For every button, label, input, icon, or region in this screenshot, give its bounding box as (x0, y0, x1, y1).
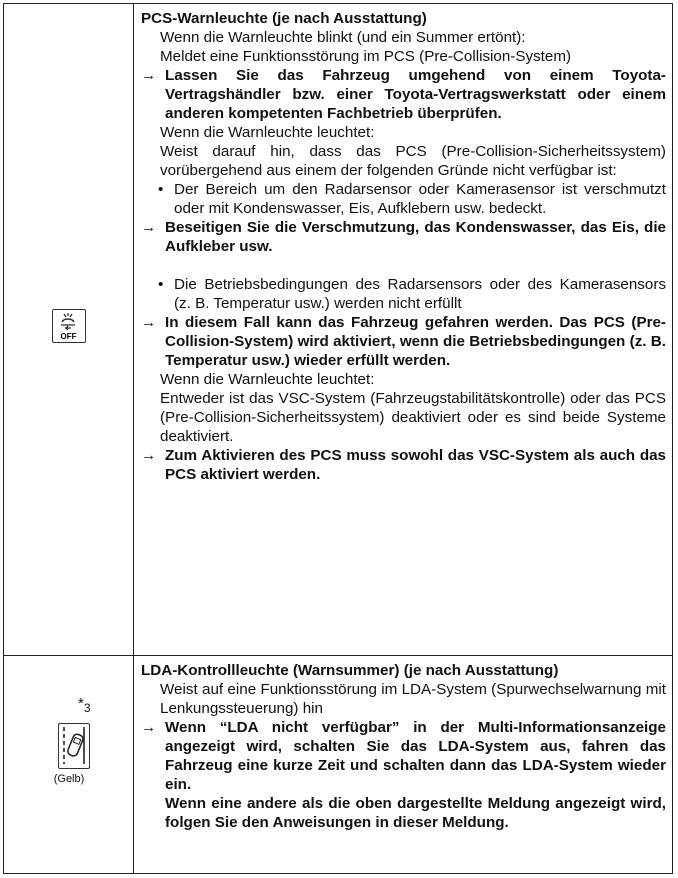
pcs-action-4 (141, 446, 666, 484)
text-cell-lda (135, 656, 672, 873)
lda-heading: LDA-Kontrollleuchte (Warnsummer) (je nach Ausstattung) (141, 662, 559, 679)
icon-cell-pcs (4, 4, 134, 655)
lda-lane-departure-icon (58, 723, 90, 769)
pcs-blink-desc: Meldet eine Funktionsstörung im PCS (Pre-Collision-System) (160, 48, 572, 65)
pcs-lit2-desc: Entweder ist das VSC-System (Fahrzeugstabilitätskontrolle) oder das PCS (Pre-Collision-Sicherheitssystem) deaktiviert oder es sind beide Systeme deaktiviert. (160, 390, 666, 445)
pcs-action-1 (141, 66, 666, 123)
pcs-bullet-1-text: Der Bereich um den Radarsensor oder Kamerasensor ist verschmutzt oder mit Kondenswasser, Eis, Aufklebern usw. bedeckt. (174, 181, 666, 217)
footnote-mark (78, 695, 91, 715)
pcs-lit-intro: Wenn die Warnleuchte leuchtet: (160, 124, 375, 141)
pcs-action-4-text: Zum Aktivieren des PCS muss sowohl das VSC-System als auch das PCS aktiviert werden. (165, 447, 666, 483)
table-row-lda (4, 656, 672, 873)
pcs-action-2-text: Beseitigen Sie die Verschmutzung, das Kondenswasser, das Eis, die Aufkleber usw. (165, 219, 666, 255)
warning-light-table (3, 3, 673, 874)
text-cell-pcs (135, 4, 672, 655)
arrow-icon: → (141, 219, 157, 236)
pcs-bullet-1 (141, 180, 666, 218)
pcs-action-1-text: Lassen Sie das Fahrzeug umgehend von einem Toyota-Vertragshändler bzw. einer Toyota-Vertragswerkstatt oder einem anderen kompetenten Fachbetrieb überprüfen. (165, 67, 666, 122)
lda-action-2: Wenn eine andere als die oben dargestellte Meldung angezeigt wird, folgen Sie den Anweisungen in dieser Meldung. (165, 795, 666, 831)
arrow-icon: → (141, 719, 157, 736)
pcs-lit-desc: Weist darauf hin, dass das PCS (Pre-Collision-Sicherheitssystem) vorübergehend aus einem der folgenden Gründe nicht verfügbar ist: (160, 143, 666, 179)
pcs-off-warning-icon (52, 309, 86, 343)
pcs-bullet-2-text: Die Betriebsbedingungen des Radarsensors oder des Kamerasensors (z. B. Temperatur usw.) werden nicht erfüllt (174, 276, 666, 312)
pcs-action-3 (141, 313, 666, 370)
footnote-star: * (78, 695, 84, 712)
arrow-icon: → (141, 67, 157, 84)
bullet-icon: • (158, 181, 164, 198)
table-row-pcs (4, 4, 672, 656)
icon-cell-lda (4, 656, 134, 873)
pcs-bullet-2 (141, 275, 666, 313)
lda-action-1 (141, 718, 666, 794)
pcs-icon-off-label: OFF (60, 332, 77, 341)
footnote-number: 3 (83, 701, 91, 715)
arrow-icon: → (141, 447, 157, 464)
arrow-icon: → (141, 314, 157, 331)
pcs-action-3-text: In diesem Fall kann das Fahrzeug gefahren werden. Das PCS (Pre-Collision-System) wird aktiviert, wenn die Betriebsbedingungen (z. B. Temperatur usw.) wieder erfüllt werden. (165, 314, 666, 369)
lda-color-caption: (Gelb) (53, 773, 85, 785)
pcs-action-2 (141, 218, 666, 256)
pcs-blink-intro: Wenn die Warnleuchte blinkt (und ein Summer ertönt): (160, 29, 526, 46)
bullet-icon: • (158, 276, 164, 293)
pcs-heading: PCS-Warnleuchte (je nach Ausstattung) (141, 10, 427, 27)
lda-action-1-text: Wenn “LDA nicht verfügbar” in der Multi-Informationsanzeige angezeigt wird, schalten Sie das LDA-System aus, fahren das Fahrzeug eine kurze Zeit und schalten dann das LDA-System wieder ein. (165, 719, 666, 793)
lda-desc: Weist auf eine Funktionsstörung im LDA-System (Spurwechselwarnung mit Lenkungssteuerung) hin (160, 681, 666, 717)
pcs-lit2-intro: Wenn die Warnleuchte leuchtet: (160, 371, 375, 388)
